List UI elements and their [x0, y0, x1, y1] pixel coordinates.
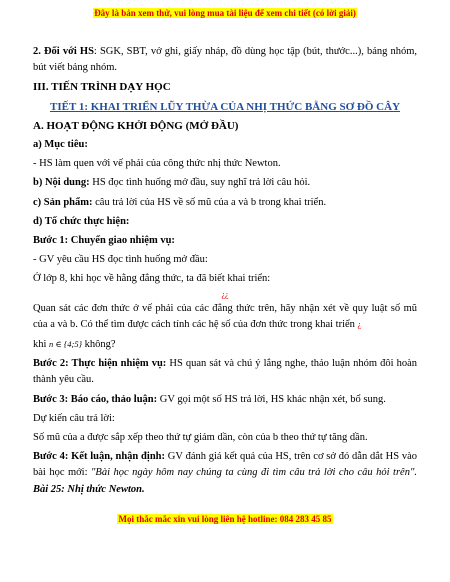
- section-heading-process: III. TIẾN TRÌNH DẠY HỌC: [33, 81, 171, 94]
- expected-answer-text: Số mũ của a được sắp xếp theo thứ tự giảm dần, còn của b theo thứ tự tăng dần.: [33, 432, 368, 444]
- step4-quote: "Bài học ngày hôm nay chúng ta cùng đi tìm câu trả lời cho câu hỏi trên".: [91, 467, 417, 479]
- missing-formula-glyph: ¿¿: [221, 289, 229, 299]
- content-paragraph: [33, 175, 417, 191]
- expected-answer-label: Dự kiến câu trả lời:: [33, 412, 115, 424]
- step3-label: Bước 3: Báo cáo, thảo luận:: [33, 393, 158, 405]
- objective-heading: a) Mục tiêu:: [33, 139, 88, 151]
- step3-text: GV gọi một số HS trả lời, HS khác nhận xét, bổ sung.: [157, 393, 386, 405]
- preview-banner-text: Đây là bản xem thử, vui lòng mua tài liệu để xem chi tiết (có lời giải): [94, 8, 356, 18]
- document-body: [33, 44, 417, 498]
- hotline-banner: [0, 514, 450, 525]
- content-label: b) Nội dung:: [33, 177, 90, 189]
- set-condition-formula: n ∈ {4;5}: [49, 339, 82, 350]
- student-materials-paragraph: [33, 44, 417, 76]
- next-lesson-title: Bài 25: Nhị thức Newton.: [33, 483, 145, 495]
- objective-text: - HS làm quen với vế phải của công thức nhị thức Newton.: [33, 158, 281, 170]
- missing-formula-glyph-inline: ¿: [357, 319, 362, 329]
- hotline-banner-text: Mọi thắc mắc xin vui lòng liên hệ hotline: 084 283 45 85: [118, 514, 332, 524]
- section-heading-warmup: A. HOẠT ĐỘNG KHỞI ĐỘNG (MỞ ĐẦU): [33, 119, 239, 132]
- step1-condition-prefix: khi: [33, 339, 50, 351]
- step2-paragraph: [33, 356, 417, 388]
- step1-line2: Ở lớp 8, khi học về hằng đẳng thức, ta đã biết khai triển:: [33, 273, 271, 285]
- step2-text: HS quan sát và chú ý lắng nghe, thảo luận nhóm đôi hoàn thành yêu cầu.: [33, 358, 417, 386]
- step4-label: Bước 4: Kết luận, nhận định:: [33, 451, 165, 463]
- student-materials-label: 2. Đối với HS: [33, 46, 94, 57]
- step1-condition: [33, 336, 417, 353]
- step1-line1: - GV yêu cầu HS đọc tình huống mở đầu:: [33, 254, 208, 266]
- student-materials-text: : SGK, SBT, vở ghi, giấy nháp, đồ dùng học tập (bút, thước...), bảng nhóm, bút viết bảng nhóm.: [33, 46, 417, 74]
- product-text: câu trả lời của HS về số mũ của a và b trong khai triển.: [92, 196, 327, 208]
- product-paragraph: [33, 195, 417, 211]
- step1-condition-suffix: không?: [81, 339, 116, 351]
- step3-paragraph: [33, 392, 417, 408]
- step4-paragraph: [33, 449, 417, 498]
- lesson-title: TIẾT 1: KHAI TRIỂN LŨY THỪA CỦA NHỊ THỨC BẰNG SƠ ĐỒ CÂY: [49, 100, 401, 113]
- step1-question-text: Quan sát các đơn thức ở vế phải của các đẳng thức trên, hãy nhận xét về quy luật số mũ của a và b. Có thể tìm được cách tính các hệ số của đơn thức trong khai triển: [33, 302, 417, 330]
- step2-label: Bước 2: Thực hiện nhiệm vụ:: [33, 358, 167, 370]
- content-text: HS đọc tình huống mở đầu, suy nghĩ trả lời câu hỏi.: [89, 177, 311, 189]
- step1-question: [33, 301, 417, 333]
- step4-text: GV đánh giá kết quả của HS, trên cơ sở đó dẫn dắt HS vào bài học mới:: [33, 451, 417, 479]
- product-label: c) Sản phẩm:: [33, 196, 93, 208]
- preview-banner: [0, 8, 450, 19]
- organization-heading: d) Tổ chức thực hiện:: [33, 215, 130, 227]
- step1-heading: Bước 1: Chuyển giao nhiệm vụ:: [33, 235, 175, 247]
